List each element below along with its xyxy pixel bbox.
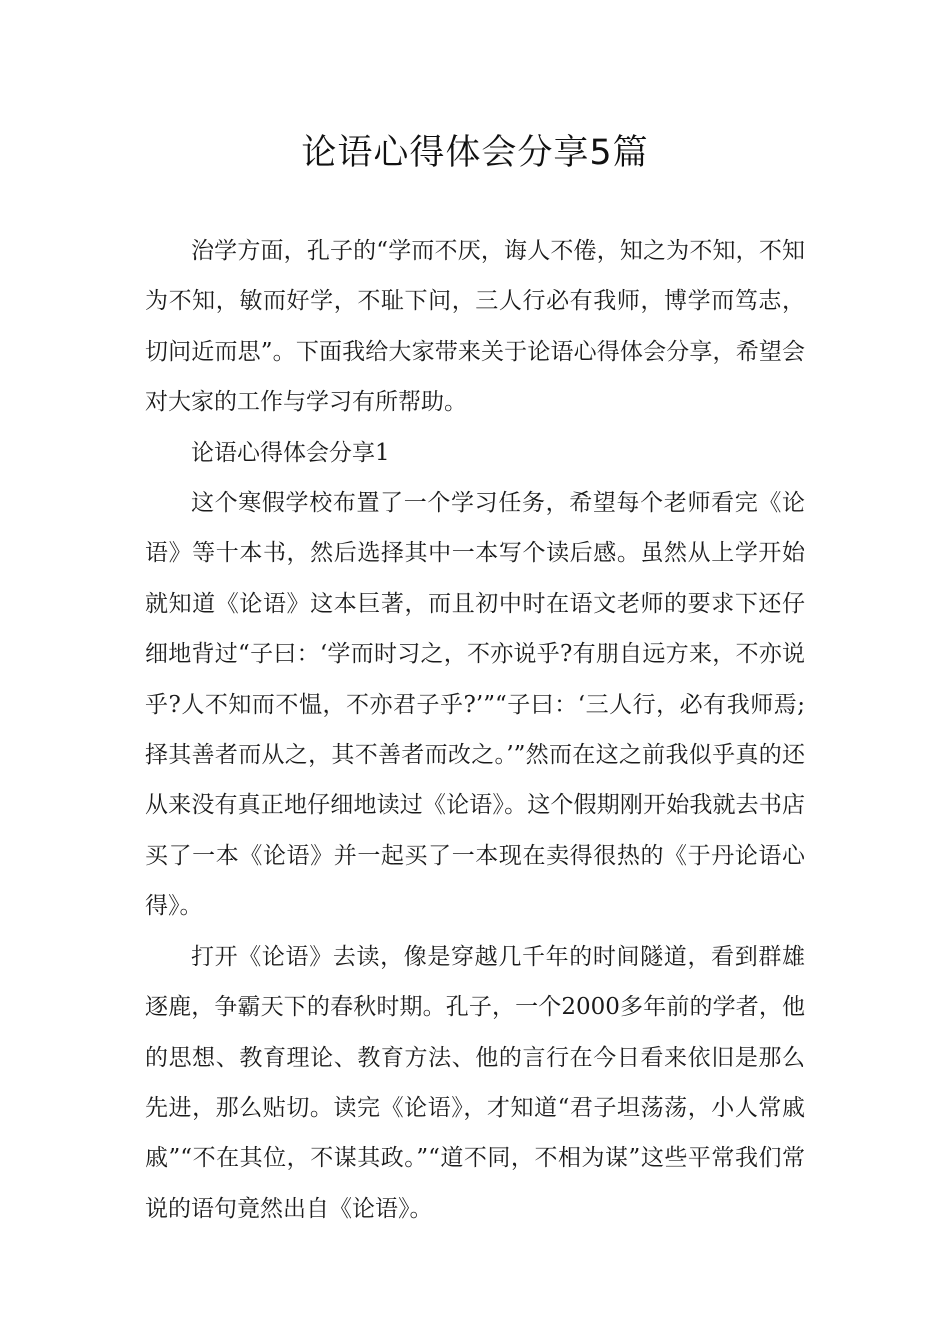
intro-paragraph: 治学方面，孔子的“学而不厌，诲人不倦，知之为不知，不知为不知，敏而好学，不耻下问，三人行必有我师，博学而笃志，切问近而思”。下面我给大家带来关于论语心得体会分享，希望会对大家的工作与学习有所帮助。 [145, 238, 805, 416]
body-paragraph-2: 打开《论语》去读，像是穿越几千年的时间隧道，看到群雄逐鹿，争霸天下的春秋时期。孔子，一个2000多年前的学者，他的思想、教育理论、教育方法、他的言行在今日看来依旧是那么先进，那么贴切。读完《论语》，才知道“君子坦荡荡，小人常戚戚”“不在其位，不谋其政。”“道不同，不相为谋”这些平常我们常说的语句竟然出自《论语》。 [145, 943, 805, 1222]
document-title: 论语心得体会分享5篇 [301, 133, 649, 173]
document-body [145, 226, 805, 1234]
body-paragraph-1: 这个寒假学校布置了一个学习任务，希望每个老师看完《论语》等十本书，然后选择其中一本写个读后感。虽然从上学开始就知道《论语》这本巨著，而且初中时在语文老师的要求下还仔细地背过“子曰：‘学而时习之，不亦说乎?有朋自远方来，不亦说乎?人不知而不愠，不亦君子乎?’”“子曰：‘三人行，必有我师焉;择其善者而从之，其不善者而改之。’”然而在这之前我似乎真的还从来没有真正地仔细地读过《论语》。这个假期刚开始我就去书店买了一本《论语》并一起买了一本现在卖得很热的《于丹论语心得》。 [145, 490, 805, 920]
section-heading: 论语心得体会分享1 [191, 439, 390, 466]
